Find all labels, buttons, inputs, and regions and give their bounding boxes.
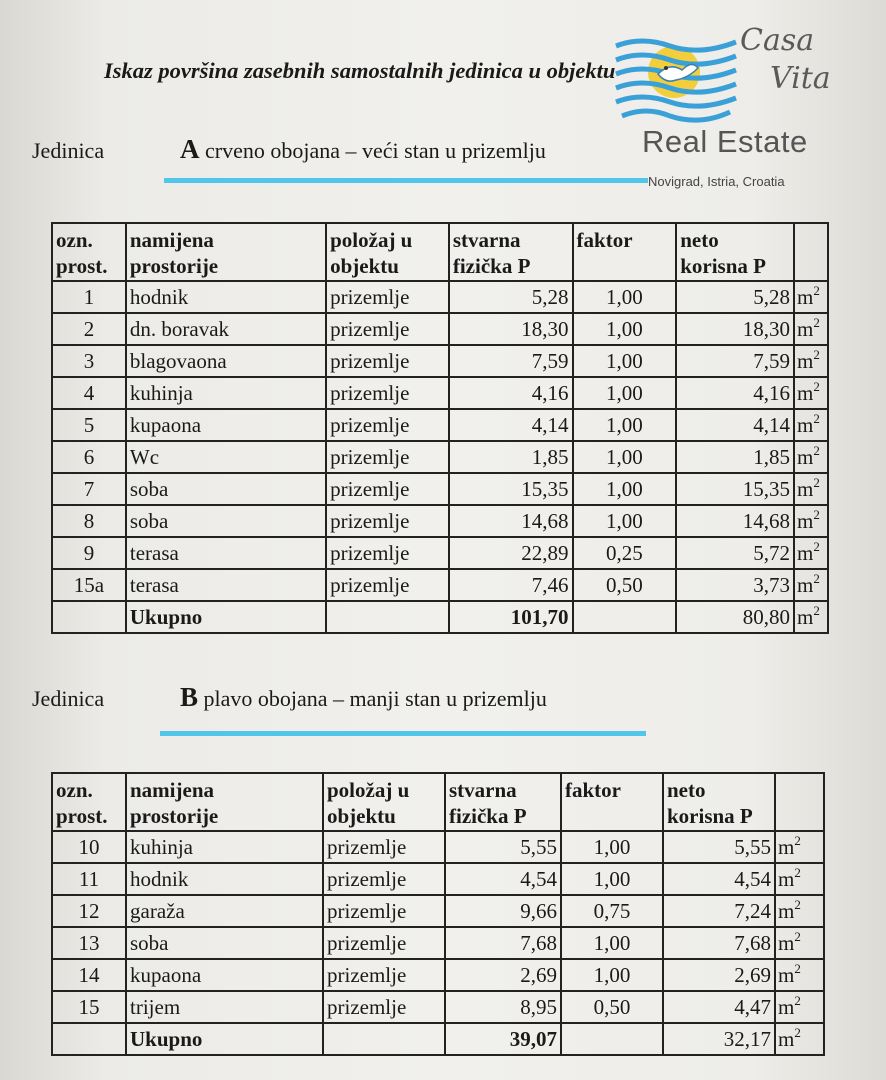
cell-id: 7 [52,473,126,505]
cell-position: prizemlje [326,377,449,409]
cell-factor: 1,00 [561,863,663,895]
cell-room-name: kupaona [126,959,323,991]
table-row [52,505,828,537]
cell-area: 5,55 [445,831,561,863]
table-row [52,831,824,863]
cell-position: prizemlje [326,473,449,505]
cell-unit: $m^2$ [794,377,828,409]
cell-unit: $m^2$ [794,345,828,377]
table-row [52,313,828,345]
unit-b-label: Jedinica [32,686,105,711]
cell-room-name: Wc [126,441,326,473]
cell-room-name: hodnik [126,863,323,895]
unit-a-table [51,222,829,634]
header-unit [775,773,824,831]
cell-area: 18,30 [449,313,573,345]
total-area: 101,70 [449,601,573,633]
cell-factor: 1,00 [573,345,677,377]
cell-room-name: soba [126,473,326,505]
logo-brand-text: Real Estate [642,124,808,159]
cell-net-area: 3,73 [676,569,794,601]
cell-room-name: blagovaona [126,345,326,377]
logo-emblem-icon [612,32,740,124]
header-neto: neto korisna P [676,223,794,281]
cell-position: prizemlje [323,863,445,895]
total-row [52,601,828,633]
cell-factor: 1,00 [561,959,663,991]
cell-area: 22,89 [449,537,573,569]
table-row [52,377,828,409]
table-header-row [52,223,828,281]
cell-id: 1 [52,281,126,313]
cell-net-area: 4,54 [663,863,775,895]
cell-net-area: 7,59 [676,345,794,377]
header-namijena: namijena prostorije [126,773,323,831]
table-row [52,281,828,313]
cell-area: 15,35 [449,473,573,505]
cell-factor: 0,50 [561,991,663,1023]
table-row [52,863,824,895]
unit-a-letter: A [180,134,200,164]
cell-factor: 1,00 [573,441,677,473]
header-neto: neto korisna P [663,773,775,831]
cell-unit: $m^2$ [775,895,824,927]
cell-net-area: 5,55 [663,831,775,863]
cell-unit: $m^2$ [794,473,828,505]
header-stvarna: stvarna fizička P [449,223,573,281]
cell-position: prizemlje [323,895,445,927]
table-row [52,537,828,569]
header-faktor: faktor [561,773,663,831]
cell-unit: $m^2$ [775,1023,824,1055]
logo-script-vita: Vita [770,61,831,96]
cell-unit: $m^2$ [794,281,828,313]
unit-b-letter: B [180,682,199,712]
cell-factor: 1,00 [573,505,677,537]
cell-net-area: 7,24 [663,895,775,927]
cell-unit: $m^2$ [794,441,828,473]
unit-b-heading [32,682,547,713]
cell-room-name: garaža [126,895,323,927]
cell-area: 4,54 [445,863,561,895]
unit-a-underline [164,178,648,183]
cell-net-area: 4,47 [663,991,775,1023]
cell-room-name: kuhinja [126,831,323,863]
cell-net-area: 2,69 [663,959,775,991]
cell-unit: $m^2$ [775,863,824,895]
cell-net-area: 14,68 [676,505,794,537]
cell-net-area: 15,35 [676,473,794,505]
cell-room-name: kupaona [126,409,326,441]
cell-factor: 1,00 [573,313,677,345]
cell-area: 1,85 [449,441,573,473]
cell-area: 8,95 [445,991,561,1023]
logo-location-text: Novigrad, Istria, Croatia [648,174,785,189]
table-row [52,895,824,927]
cell-factor: 1,00 [561,831,663,863]
cell-factor: 1,00 [573,281,677,313]
cell-id: 13 [52,927,126,959]
table-row [52,959,824,991]
header-oznaka: ozn. prost. [52,223,126,281]
cell-position: prizemlje [323,927,445,959]
unit-b-underline [160,731,646,736]
cell-position: prizemlje [326,313,449,345]
cell-factor: 0,25 [573,537,677,569]
total-label: Ukupno [126,601,326,633]
cell-area: 5,28 [449,281,573,313]
total-net-area: 80,80 [676,601,794,633]
cell-factor: 1,00 [573,377,677,409]
cell-position: prizemlje [323,831,445,863]
cell-id: 10 [52,831,126,863]
cell-area: 7,59 [449,345,573,377]
cell-id: 4 [52,377,126,409]
unit-a-heading [32,134,546,165]
header-polozaj: položaj u objektu [323,773,445,831]
table-row [52,473,828,505]
header-faktor: faktor [573,223,677,281]
cell-factor [561,1023,663,1055]
cell-id: 15 [52,991,126,1023]
cell-net-area: 7,68 [663,927,775,959]
unit-b-table [51,772,825,1056]
cell-unit: $m^2$ [794,409,828,441]
header-unit [794,223,828,281]
cell-unit: $m^2$ [794,313,828,345]
cell-area: 4,14 [449,409,573,441]
cell-unit: $m^2$ [775,959,824,991]
total-net-area: 32,17 [663,1023,775,1055]
casa-vita-logo [612,24,874,194]
cell-room-name: trijem [126,991,323,1023]
cell-id: 5 [52,409,126,441]
cell-position [326,601,449,633]
cell-id: 9 [52,537,126,569]
header-polozaj: položaj u objektu [326,223,449,281]
cell-position: prizemlje [326,569,449,601]
cell-unit: $m^2$ [794,537,828,569]
header-namijena: namijena prostorije [126,223,326,281]
unit-b-description: plavo obojana – manji stan u prizemlju [203,686,547,711]
cell-id: 6 [52,441,126,473]
cell-unit: $m^2$ [775,991,824,1023]
table-row [52,345,828,377]
total-label: Ukupno [126,1023,323,1055]
cell-id: 12 [52,895,126,927]
cell-room-name: hodnik [126,281,326,313]
document-title: Iskaz površina zasebnih samostalnih jedinica u objektu [104,58,616,83]
cell-net-area: 4,16 [676,377,794,409]
header-oznaka: ozn. prost. [52,773,126,831]
cell-id: 14 [52,959,126,991]
cell-unit: $m^2$ [794,569,828,601]
cell-unit: $m^2$ [775,831,824,863]
cell-id: 2 [52,313,126,345]
cell-position: prizemlje [323,959,445,991]
cell-room-name: dn. boravak [126,313,326,345]
cell-area: 7,46 [449,569,573,601]
cell-room-name: soba [126,505,326,537]
table-row [52,927,824,959]
header-stvarna: stvarna fizička P [445,773,561,831]
cell-factor: 1,00 [561,927,663,959]
cell-id: 3 [52,345,126,377]
cell-net-area: 4,14 [676,409,794,441]
cell-position: prizemlje [323,991,445,1023]
table-row [52,409,828,441]
cell-room-name: kuhinja [126,377,326,409]
unit-a-description: crveno obojana – veći stan u prizemlju [205,138,546,163]
cell-room-name: terasa [126,537,326,569]
cell-position: prizemlje [326,281,449,313]
total-row [52,1023,824,1055]
total-area: 39,07 [445,1023,561,1055]
cell-area: 7,68 [445,927,561,959]
table-header-row [52,773,824,831]
cell-area: 2,69 [445,959,561,991]
cell-id: 8 [52,505,126,537]
cell-net-area: 5,28 [676,281,794,313]
cell-room-name: soba [126,927,323,959]
cell-area: 14,68 [449,505,573,537]
cell-unit: $m^2$ [775,927,824,959]
cell-position: prizemlje [326,441,449,473]
cell-room-name: terasa [126,569,326,601]
cell-net-area: 5,72 [676,537,794,569]
cell-factor: 1,00 [573,473,677,505]
table-row [52,991,824,1023]
cell-id [52,1023,126,1055]
cell-unit: $m^2$ [794,505,828,537]
cell-factor [573,601,677,633]
cell-position: prizemlje [326,537,449,569]
cell-position [323,1023,445,1055]
cell-factor: 0,50 [573,569,677,601]
cell-unit: $m^2$ [794,601,828,633]
cell-area: 4,16 [449,377,573,409]
unit-a-label: Jedinica [32,138,105,163]
cell-area: 9,66 [445,895,561,927]
cell-position: prizemlje [326,345,449,377]
cell-id: 15a [52,569,126,601]
cell-factor: 0,75 [561,895,663,927]
cell-position: prizemlje [326,505,449,537]
cell-position: prizemlje [326,409,449,441]
cell-id: 11 [52,863,126,895]
cell-net-area: 18,30 [676,313,794,345]
cell-net-area: 1,85 [676,441,794,473]
cell-factor: 1,00 [573,409,677,441]
table-row [52,569,828,601]
cell-id [52,601,126,633]
table-row [52,441,828,473]
logo-script-casa: Casa [740,23,815,58]
